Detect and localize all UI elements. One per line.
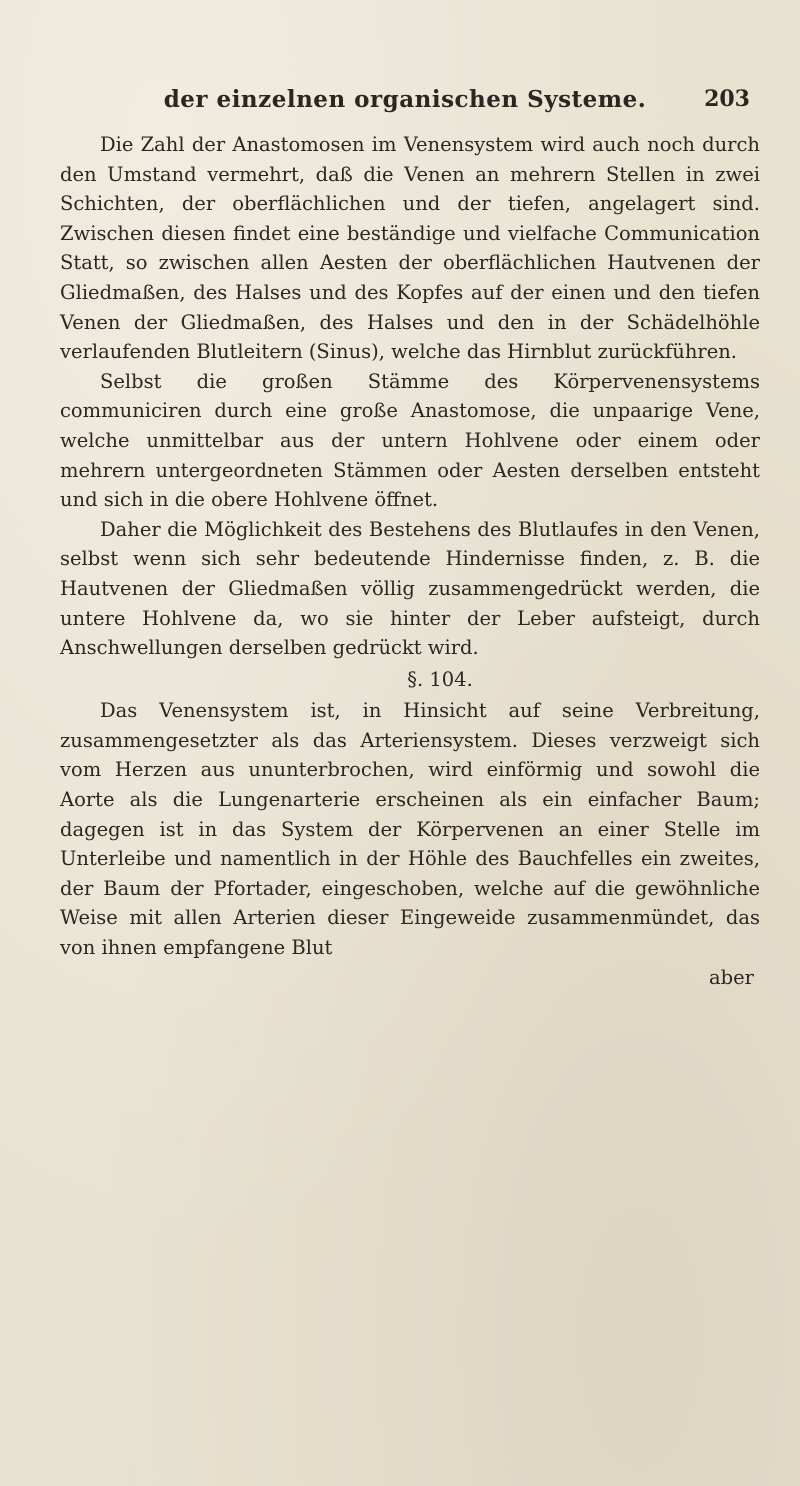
page-number: 203	[704, 86, 750, 112]
paragraph-1: Die Zahl der Anastomosen im Venensystem wird auch noch durch den Umstand vermehrt, daß die Venen an mehrern Stellen in zwei Schichten, der oberflächlichen und der tiefen, angelagert sind. Zwischen diesen findet eine beständige und vielfache Communication Statt, so zwischen allen Aesten der oberflächlichen Hautvenen der Gliedmaßen, des Halses und des Kopfes auf der einen und den tiefen Venen der Gliedmaßen, des Halses und den in der Schädelhöhle verlaufenden Blutleitern (Sinus), welche das Hirnblut zurückführen.	[60, 133, 760, 364]
paragraph-3: Daher die Möglichkeit des Bestehens des Blutlaufes in den Venen, selbst wenn sich sehr bedeutende Hindernisse finden, z. B. die Hautvenen der Gliedmaßen völlig zusammengedrückt werden, die untere Hohlvene da, wo sie hinter der Leber aufsteigt, durch Anschwellungen derselben gedrückt wird.	[60, 517, 760, 660]
running-head-title: der einzelnen organischen Systeme.	[163, 86, 647, 113]
running-head	[120, 86, 750, 118]
body-text	[60, 130, 760, 992]
paragraph-2: Selbst die großen Stämme des Körpervenensystems communiciren durch eine große Anastomose, die unpaarige Vene, welche unmittelbar aus der untern Hohlvene oder einem oder mehrern untergeordneten Stämmen oder Aesten derselben entsteht und sich in die obere Hohlvene öffnet.	[60, 369, 760, 512]
catchword: aber	[709, 965, 754, 989]
section-heading: §. 104.	[407, 667, 473, 691]
paragraph-4: Das Venensystem ist, in Hinsicht auf seine Verbreitung, zusammengesetzter als das Arteriensystem. Dieses verzweigt sich vom Herzen aus ununterbrochen, wird einförmig und sowohl die Aorte als die Lungenarterie erscheinen als ein einfacher Baum; dagegen ist in das System der Körpervenen an einer Stelle im Unterleibe und namentlich in der Höhle des Bauchfelles ein zweites, der Baum der Pfortader, eingeschoben, welche auf die gewöhnliche Weise mit allen Arterien dieser Eingeweide zusammenmündet, das von ihnen empfangene Blut	[60, 699, 760, 960]
